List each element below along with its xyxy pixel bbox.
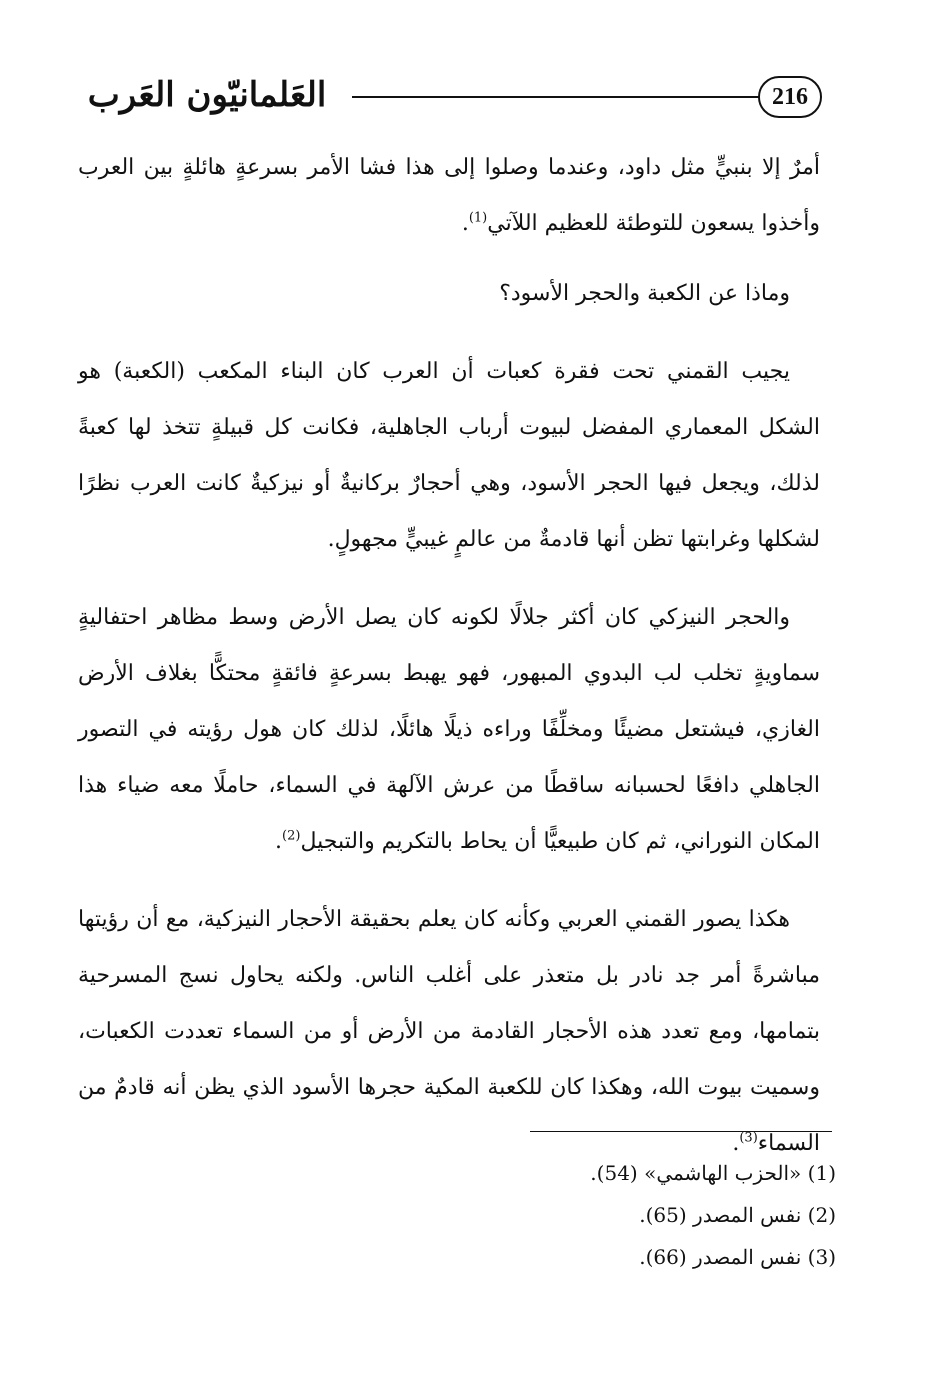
paragraph <box>78 266 820 322</box>
footnote-ref: (1) <box>468 210 488 226</box>
footnote-3: (3) نفس المصدر (66). <box>639 1245 836 1269</box>
body-text <box>78 140 820 1194</box>
page-header <box>62 72 822 122</box>
footnote-ref: (3) <box>739 1130 758 1146</box>
page-number: 216 <box>758 76 822 118</box>
paragraph <box>78 590 820 870</box>
paragraph-text: يجيب القمني تحت فقرة كعبات أن العرب كان البناء المكعب (الكعبة) هو الشكل المعماري المفضل لبيوت أرباب الجاهلية، فكانت كل قبيلةٍ تتخذ لها كعبةً لذلك، ويجعل فيها الحجر الأسود، وهي أحجارٌ بركانيةٌ أو نيزكيةٌ كانت العرب نظرًا لشكلها وغرابتها تظن أنها قادمةٌ من عالمٍ غيبيٍّ مجهولٍ. <box>78 359 820 552</box>
footnotes <box>500 1152 836 1278</box>
paragraph-end: . <box>461 211 469 236</box>
header-rule <box>352 96 772 98</box>
paragraph-text: وماذا عن الكعبة والحجر الأسود؟ <box>499 281 790 306</box>
paragraph-text: هكذا يصور القمني العربي وكأنه كان يعلم بحقيقة الأحجار النيزكية، مع أن رؤيتها مباشرةً أمر جد نادر بل متعذر على أغلب الناس. ولكنه يحاول نسج المسرحية بتمامها، ومع تعدد هذه الأحجار القادمة من الأرض أو من السماء تعددت الكعبات، وسميت بيوت الله، وهكذا كان للكعبة المكية حجرها الأسود الذي يظن أنه قادمٌ من السماء <box>78 907 820 1156</box>
paragraph <box>78 140 820 252</box>
paragraph <box>78 892 820 1172</box>
footnote-ref: (2) <box>282 828 301 844</box>
paragraph-end: . <box>275 829 283 854</box>
paragraph <box>78 344 820 568</box>
footnote-separator <box>530 1131 832 1132</box>
paragraph-text: والحجر النيزكي كان أكثر جلالًا لكونه كان يصل الأرض وسط مظاهر احتفاليةٍ سماويةٍ تخلب لب البدوي المبهور، فهو يهبط بسرعةٍ فائقةٍ محتكًّا بغلاف الأرض الغازي، فيشتعل مضيئًا ومخلِّفًا وراءه ذيلًا هائلًا، لذلك كان هول رؤيته في التصور الجاهلي دافعًا لحسبانه ساقطًا من عرش الآلهة في السماء، حاملًا معه ضياء هذا المكان النوراني، ثم كان طبيعيًّا أن يحاط بالتكريم والتبجيل <box>78 605 820 854</box>
running-title: العَلمانيّون العَرب <box>87 75 327 115</box>
paragraph-text: أمرٌ إلا بنبيٍّ مثل داود، وعندما وصلوا إلى هذا فشا الأمر بسرعةٍ هائلةٍ بين العرب وأخذوا يسعون للتوطئة للعظيم اللآتي <box>78 155 820 236</box>
footnote-1: (1) «الحزب الهاشمي» (54). <box>590 1161 836 1185</box>
footnote-2: (2) نفس المصدر (65). <box>639 1203 836 1227</box>
paragraph-end: . <box>732 1131 740 1156</box>
